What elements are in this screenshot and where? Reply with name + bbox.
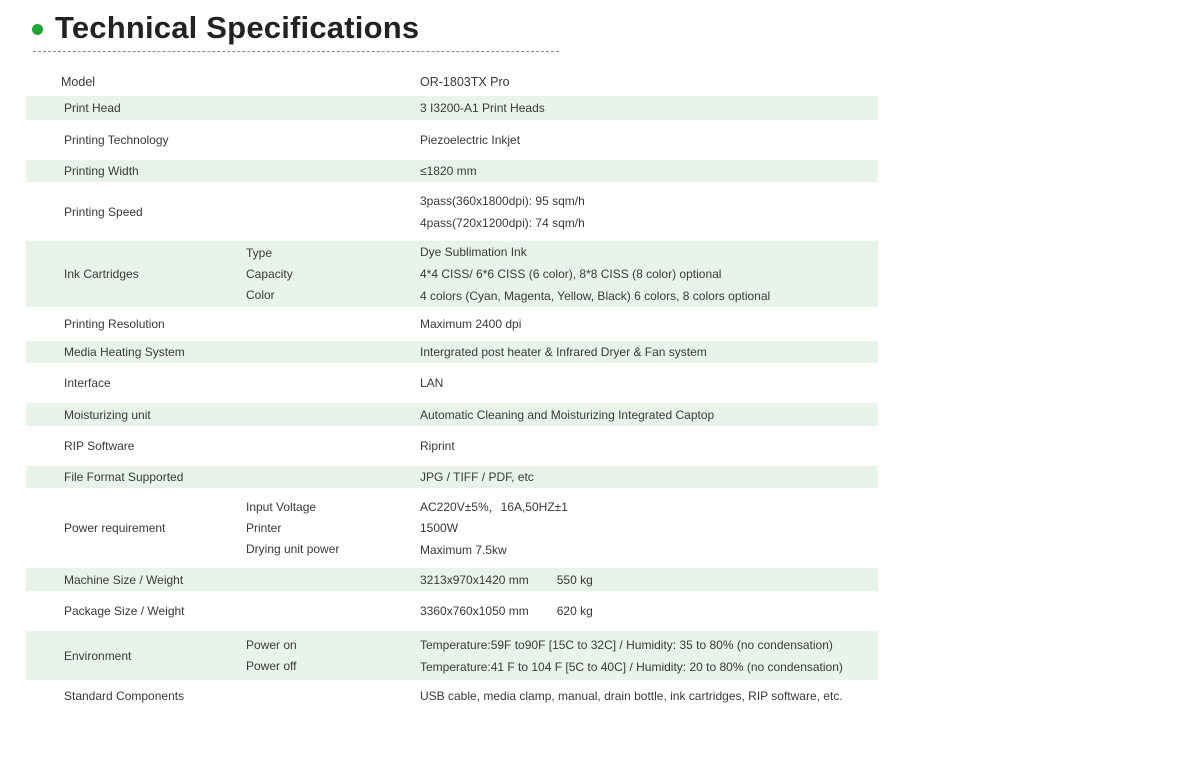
spec-value: USB cable, media clamp, manual, drain bottle, ink cartridges, RIP software, etc. — [420, 688, 843, 703]
spec-row-media-heating-system — [26, 341, 878, 363]
spec-sublabels — [246, 241, 293, 307]
spec-label: Print Head — [64, 101, 121, 115]
spec-values — [420, 341, 707, 363]
spec-value: 4pass(720x1200dpi): 74 sqm/h — [420, 215, 585, 230]
spec-value: Temperature:59F to90F [15C to 32C] / Humidity: 35 to 80% (no condensation) — [420, 637, 833, 652]
spec-sublabels — [246, 631, 297, 680]
title-divider — [33, 51, 559, 52]
spec-label: Standard Components — [64, 688, 185, 703]
spec-value: Dye Sublimation Ink — [420, 245, 527, 259]
spec-values — [420, 403, 714, 426]
spec-label: Machine Size / Weight — [64, 572, 184, 587]
spec-value — [420, 600, 593, 622]
spec-values — [420, 120, 520, 160]
spec-weight: 550 kg — [556, 572, 593, 587]
spec-row-rip-software — [26, 426, 878, 466]
spec-value: Intergrated post heater & Infrared Dryer & Fan system — [420, 345, 707, 359]
spec-sublabel: Capacity — [246, 267, 293, 281]
spec-value: Automatic Cleaning and Moisturizing Integrated Captop — [420, 407, 715, 422]
spec-sublabel: Type — [246, 246, 273, 260]
spec-sublabels — [246, 488, 339, 568]
spec-row-standard-components — [26, 680, 878, 711]
spec-value: Maximum 2400 dpi — [420, 317, 522, 331]
page-title: Technical Specifications — [55, 10, 420, 45]
spec-row-print-head — [26, 96, 878, 120]
spec-label: RIP Software — [64, 439, 135, 453]
spec-sublabel: Input Voltage — [246, 500, 317, 514]
spec-label: Package Size / Weight — [64, 604, 185, 618]
spec-row-moisturizing-unit — [26, 403, 878, 426]
spec-value: Piezoelectric Inkjet — [420, 133, 521, 147]
spec-weight: 620 kg — [556, 604, 593, 618]
spec-values — [420, 680, 843, 711]
spec-label: Media Heating System — [64, 345, 185, 359]
spec-label: Printing Width — [64, 164, 139, 178]
spec-values — [420, 631, 843, 680]
spec-values — [420, 182, 585, 241]
spec-label: Printing Technology — [64, 133, 169, 147]
spec-size: 3213x970x1420 mm — [420, 572, 529, 587]
spec-values — [420, 568, 593, 591]
spec-value: AC220V±5%，16A,50HZ±1 — [420, 499, 568, 514]
bullet-dot-icon — [32, 24, 43, 35]
spec-sublabel: Drying unit power — [246, 542, 340, 556]
spec-value: 3 I3200-A1 Print Heads — [420, 101, 545, 115]
spec-sublabel: Color — [246, 288, 275, 302]
spec-value: Riprint — [420, 439, 455, 453]
spec-value: Temperature:41 F to 104 F [5C to 40C] / Humidity: 20 to 80% (no condensation) — [420, 659, 843, 674]
spec-value: Maximum 7.5kw — [420, 543, 507, 557]
spec-sublabel: Power on — [246, 638, 297, 652]
spec-values — [420, 160, 477, 182]
spec-row-machine-size-weight — [26, 568, 878, 591]
spec-value: 3pass(360x1800dpi): 95 sqm/h — [420, 193, 585, 208]
spec-row-environment — [26, 631, 878, 680]
spec-value: JPG / TIFF / PDF, etc — [420, 470, 534, 484]
spec-row-ink-cartridges — [26, 241, 878, 307]
spec-label: Printing Resolution — [64, 317, 165, 331]
spec-values — [420, 96, 545, 120]
spec-row-model — [26, 68, 878, 96]
spec-row-interface — [26, 363, 878, 403]
spec-value: 4 colors (Cyan, Magenta, Yellow, Black) 6 colors, 8 colors optional — [420, 289, 771, 303]
spec-label: Environment — [64, 648, 132, 663]
spec-row-printing-resolution — [26, 307, 878, 341]
spec-label: Model — [61, 75, 96, 89]
spec-label: Power requirement — [64, 521, 166, 535]
spec-value: 1500W — [420, 521, 459, 535]
spec-value: 4*4 CISS/ 6*6 CISS (6 color), 8*8 CISS (8 color) optional — [420, 267, 722, 281]
spec-row-printing-width — [26, 160, 878, 182]
spec-sublabel: Power off — [246, 659, 297, 673]
spec-values — [420, 68, 510, 96]
spec-row-power-requirement — [26, 488, 878, 568]
spec-values — [420, 307, 521, 341]
spec-values — [420, 426, 455, 466]
spec-table — [26, 68, 878, 711]
spec-value — [420, 569, 593, 591]
spec-row-file-format-supported — [26, 466, 878, 488]
spec-values — [420, 363, 443, 403]
spec-values — [420, 466, 534, 488]
spec-sublabel: Printer — [246, 521, 282, 535]
spec-size: 3360x760x1050 mm — [420, 604, 529, 618]
spec-label: Ink Cartridges — [64, 267, 139, 281]
spec-label: Interface — [64, 376, 111, 390]
spec-values — [420, 241, 770, 307]
spec-value: ≤1820 mm — [420, 164, 477, 178]
spec-label: Moisturizing unit — [64, 407, 151, 422]
spec-value: LAN — [420, 376, 444, 390]
spec-values — [420, 591, 593, 631]
spec-label: File Format Supported — [64, 470, 184, 484]
spec-row-printing-technology — [26, 120, 878, 160]
spec-value: OR-1803TX Pro — [420, 75, 510, 89]
page-header — [32, 8, 419, 48]
spec-label: Printing Speed — [64, 204, 143, 219]
spec-values — [420, 488, 568, 568]
spec-row-package-size-weight — [26, 591, 878, 631]
spec-row-printing-speed — [26, 182, 878, 241]
